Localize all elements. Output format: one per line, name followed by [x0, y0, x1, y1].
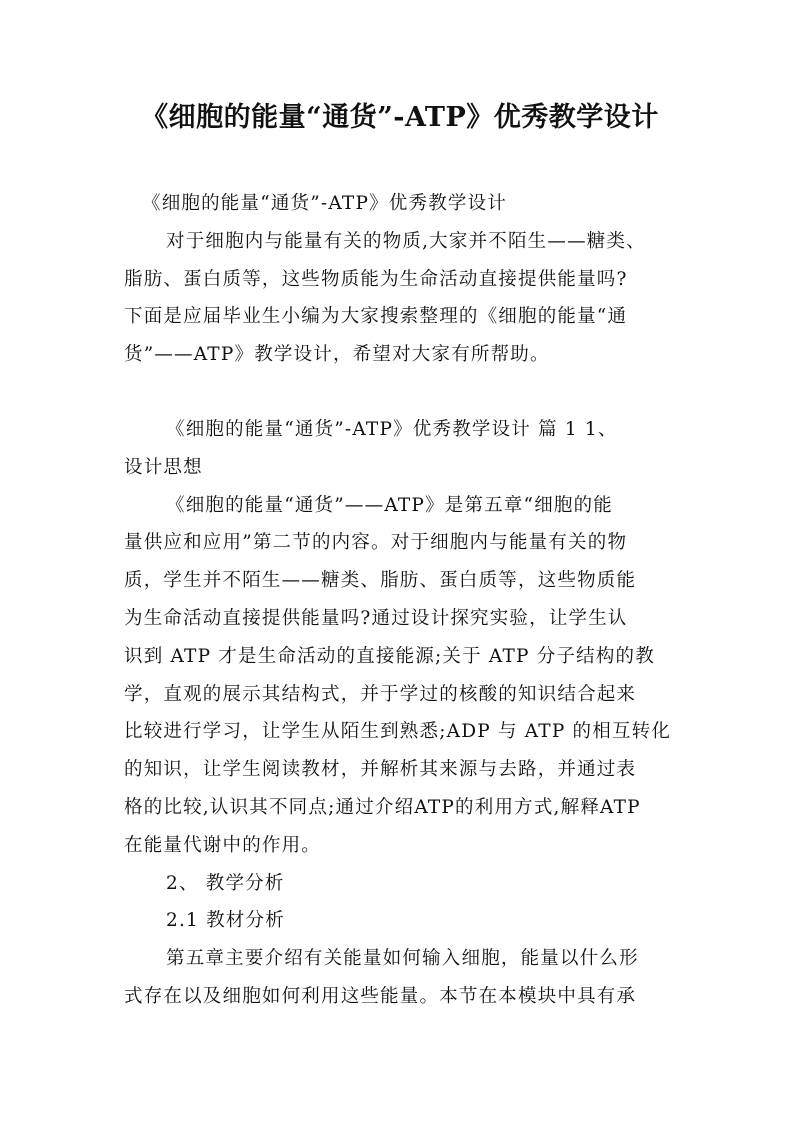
paragraph-gap: [124, 374, 684, 411]
design-line: 量供应和应用”第二节的内容。对于细胞内与能量有关的物: [124, 532, 628, 554]
heading-teaching-analysis: 2、 教学分析: [166, 872, 285, 894]
design-line: 识到 ATP 才是生命活动的直接能源;关于 ATP 分子结构的教: [124, 645, 655, 667]
intro-line: 货”——ATP》教学设计，希望对大家有所帮助。: [124, 344, 550, 366]
section-heading-line: 《细胞的能量“通货”-ATP》优秀教学设计 篇 1 1、: [166, 418, 618, 440]
design-line: 学，直观的展示其结构式，并于学过的核酸的知识结合起来: [124, 683, 637, 705]
design-line: 格的比较,认识其不同点;通过介绍ATP的利用方式,解释ATP: [124, 796, 641, 818]
design-line: 在能量代谢中的作用。: [124, 834, 322, 856]
analysis-line: 式存在以及细胞如何利用这些能量。本节在本模块中具有承: [124, 985, 637, 1007]
design-line: 比较进行学习，让学生从陌生到熟悉;ADP 与 ATP 的相互转化: [124, 721, 672, 743]
design-line: 为生命活动直接提供能量吗?通过设计探究实验，让学生认: [124, 607, 628, 629]
intro-line: 下面是应届毕业生小编为大家搜索整理的《细胞的能量“通: [124, 306, 628, 328]
design-line: 的知识，让学生阅读教材，并解析其来源与去路，并通过表: [124, 759, 637, 781]
design-line: 《细胞的能量“通货”——ATP》是第五章“细胞的能: [166, 494, 614, 516]
section-heading-line: 设计思想: [124, 456, 203, 478]
subtitle: 《细胞的能量“通货”-ATP》优秀教学设计: [142, 193, 508, 214]
intro-line: 对于细胞内与能量有关的物质,大家并不陌生——糖类、: [166, 230, 646, 252]
document-title: 《细胞的能量“通货”-ATP》优秀教学设计: [141, 102, 659, 133]
document-body: [124, 185, 684, 1016]
intro-line: 脂肪、蛋白质等，这些物质能为生命活动直接提供能量吗?: [124, 268, 628, 290]
analysis-line: 第五章主要介绍有关能量如何输入细胞，能量以什么形: [166, 948, 639, 970]
design-line: 质，学生并不陌生——糖类、脂肪、蛋白质等，这些物质能: [124, 570, 637, 592]
heading-material-analysis: 2.1 教材分析: [166, 910, 285, 932]
